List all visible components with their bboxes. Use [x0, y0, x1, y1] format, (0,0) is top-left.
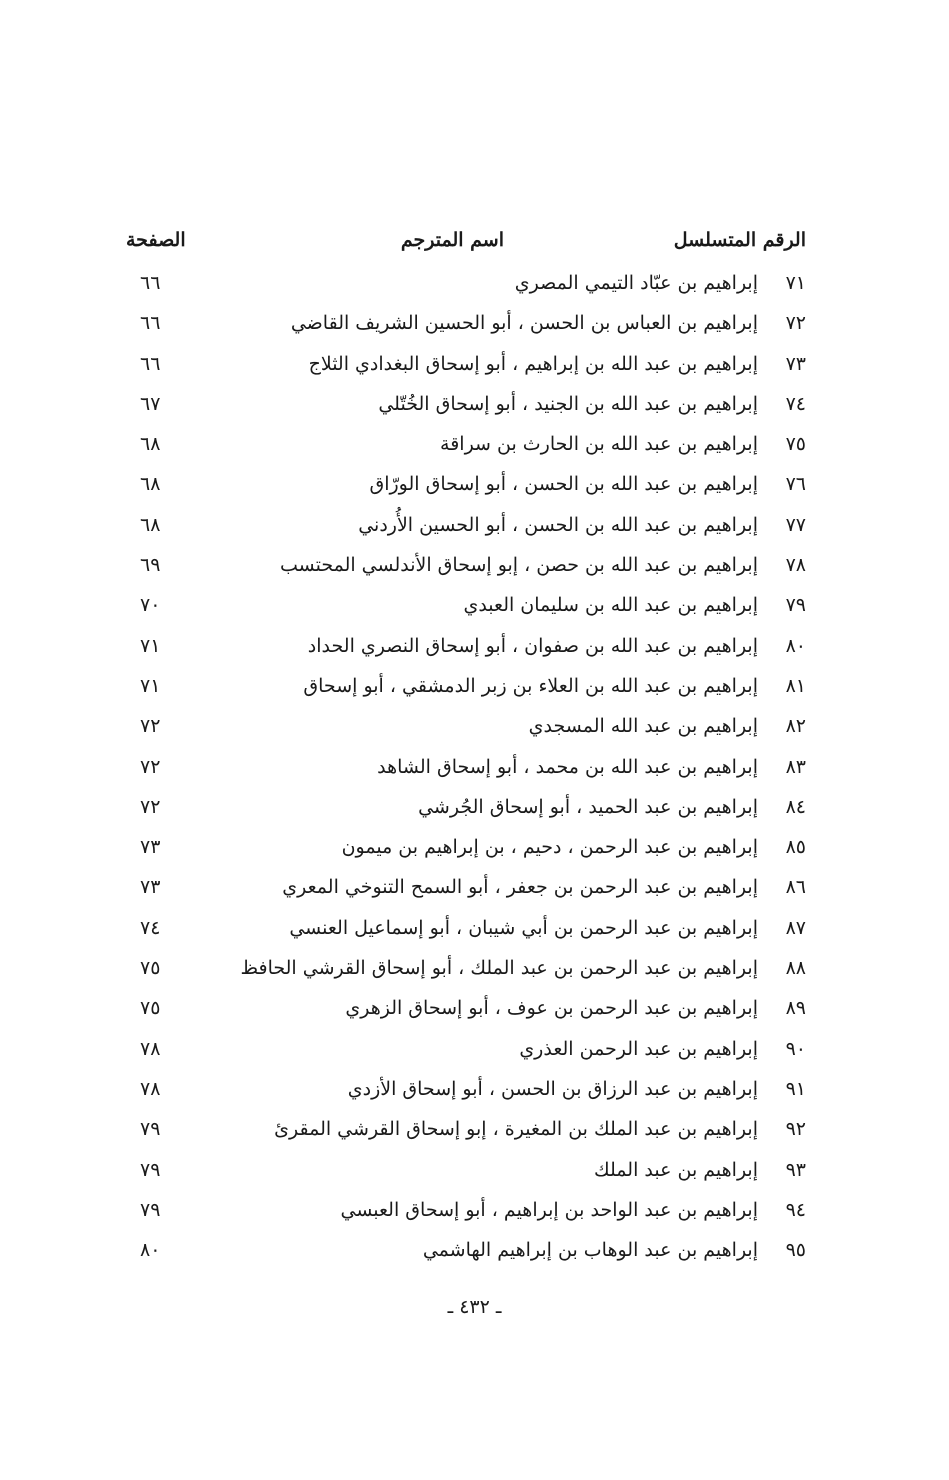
translated-name: إبراهيم بن عبّاد التيمي المصري — [514, 272, 758, 294]
serial-number: ٧٢ — [785, 312, 806, 335]
translated-name: إبراهيم بن عبد الله بن سليمان العبدي — [463, 594, 758, 617]
name-column-header: اسم المترجم — [400, 229, 504, 251]
page-ref: ٦٦ — [140, 312, 161, 335]
table-row — [0, 787, 949, 827]
serial-number: ٩٣ — [785, 1158, 806, 1181]
table-row — [0, 464, 949, 504]
translated-name: إبراهيم بن عبد الله بن العلاء بن زبر الدمشقي ، أبو إسحاق — [303, 674, 758, 697]
page-ref: ٧٩ — [140, 1118, 161, 1141]
page-ref: ٦٩ — [140, 554, 161, 577]
serial-number: ٩١ — [785, 1077, 806, 1100]
table-row — [0, 303, 949, 343]
serial-number: ٧٧ — [785, 513, 806, 536]
page-ref: ٦٧ — [140, 392, 161, 415]
page-ref: ٧٣ — [140, 836, 161, 859]
page-ref: ٧٢ — [140, 795, 161, 818]
serial-number: ٧٣ — [785, 352, 806, 375]
table-row — [0, 706, 949, 746]
table-row — [0, 424, 949, 464]
table-row — [0, 626, 949, 666]
page-ref: ٦٦ — [140, 352, 161, 375]
translated-name: إبراهيم بن عبد الله بن الجنيد ، أبو إسحاق الخُتّلي — [378, 392, 758, 415]
page-ref: ٧٢ — [140, 755, 161, 778]
page-ref: ٧٨ — [140, 1037, 161, 1060]
serial-number: ٨٦ — [785, 876, 806, 899]
translated-name: إبراهيم بن عبد الواحد بن إبراهيم ، أبو إسحاق العبسي — [340, 1198, 758, 1221]
page-number: ـ ٤٣٢ ـ — [447, 1296, 502, 1318]
translated-name: إبراهيم بن عبد الله بن صفوان ، أبو إسحاق النصري الحداد — [307, 634, 758, 657]
table-row — [0, 747, 949, 787]
translated-name: إبراهيم بن عبد الله بن حصن ، إبو إسحاق الأندلسي المحتسب — [279, 554, 758, 577]
table-row — [0, 988, 949, 1028]
serial-number: ٨٤ — [785, 795, 806, 818]
page-ref: ٦٦ — [140, 272, 161, 294]
table-row — [0, 1150, 949, 1190]
serial-number: ٨٣ — [785, 755, 806, 778]
translated-name: إبراهيم بن العباس بن الحسن ، أبو الحسين الشريف القاضي — [290, 312, 758, 335]
translated-name: إبراهيم بن عبد الرحمن بن أبي شيبان ، أبو إسماعيل العنسي — [289, 916, 758, 939]
serial-number: ٩٠ — [785, 1037, 806, 1060]
table-row — [0, 1069, 949, 1109]
translated-name: إبراهيم بن عبد الملك — [594, 1158, 758, 1181]
translated-name: إبراهيم بن عبد الله المسجدي — [528, 715, 758, 738]
translated-name: إبراهيم بن عبد الله بن الحارث بن سراقة — [440, 433, 758, 456]
page-ref: ٧١ — [140, 674, 161, 697]
translated-name: إبراهيم بن عبد الرحمن العذري — [519, 1037, 758, 1060]
serial-number: ٧٨ — [785, 554, 806, 577]
table-row — [0, 1029, 949, 1069]
table-header — [0, 222, 949, 258]
table-row — [0, 908, 949, 948]
translated-name: إبراهيم بن عبد الرحمن بن عوف ، أبو إسحاق الزهري — [345, 997, 758, 1020]
table-row — [0, 384, 949, 424]
serial-number: ٧٩ — [785, 594, 806, 617]
serial-column-header: الرقم المتسلسل — [673, 229, 806, 251]
page-ref: ٦٨ — [140, 473, 161, 496]
entries-list — [0, 263, 949, 1270]
page-ref: ٧٣ — [140, 876, 161, 899]
table-row — [0, 1109, 949, 1149]
table-row — [0, 1190, 949, 1230]
table-row — [0, 585, 949, 625]
translated-name: إبراهيم بن عبد الله بن الحسن ، أبو إسحاق الورّاق — [369, 473, 758, 496]
translated-name: إبراهيم بن عبد الملك بن المغيرة ، إبو إسحاق القرشي المقرئ — [274, 1118, 758, 1141]
serial-number: ٧٤ — [785, 392, 806, 415]
table-row — [0, 867, 949, 907]
page-ref: ٧٠ — [140, 594, 161, 617]
translated-name: إبراهيم بن عبد الله بن محمد ، أبو إسحاق الشاهد — [377, 755, 758, 778]
table-row — [0, 948, 949, 988]
page-ref: ٧٥ — [140, 997, 161, 1020]
serial-number: ٧٥ — [785, 433, 806, 456]
serial-number: ٧٦ — [785, 473, 806, 496]
page-ref: ٧١ — [140, 634, 161, 657]
serial-number: ٨٨ — [785, 957, 806, 980]
page-ref: ٧٩ — [140, 1158, 161, 1181]
page-ref: ٧٢ — [140, 715, 161, 738]
page-ref: ٦٨ — [140, 513, 161, 536]
page-ref: ٦٨ — [140, 433, 161, 456]
translated-name: إبراهيم بن عبد الله بن إبراهيم ، أبو إسحاق البغدادي الثلاج — [308, 352, 758, 375]
serial-number: ٩٢ — [785, 1118, 806, 1141]
serial-number: ٧١ — [785, 272, 806, 294]
table-row — [0, 263, 949, 303]
page-ref: ٧٨ — [140, 1077, 161, 1100]
table-row — [0, 505, 949, 545]
serial-number: ٨٢ — [785, 715, 806, 738]
table-row — [0, 344, 949, 384]
page-ref: ٨٠ — [140, 1239, 161, 1262]
translated-name: إبراهيم بن عبد الله بن الحسن ، أبو الحسين الأُردني — [358, 513, 758, 536]
table-row — [0, 827, 949, 867]
translated-name: إبراهيم بن عبد الرحمن بن جعفر ، أبو السمح التنوخي المعري — [282, 876, 758, 899]
table-row — [0, 1230, 949, 1270]
page-ref: ٧٩ — [140, 1198, 161, 1221]
page-column-header: الصفحة — [126, 229, 186, 251]
serial-number: ٨١ — [785, 674, 806, 697]
translated-name: إبراهيم بن عبد الوهاب بن إبراهيم الهاشمي — [422, 1239, 758, 1262]
serial-number: ٨٧ — [785, 916, 806, 939]
page-ref: ٧٤ — [140, 916, 161, 939]
translated-name: إبراهيم بن عبد الرحمن بن عبد الملك ، أبو إسحاق القرشي الحافظ — [240, 957, 758, 980]
serial-number: ٨٥ — [785, 836, 806, 859]
page-ref: ٧٥ — [140, 957, 161, 980]
serial-number: ٩٥ — [785, 1239, 806, 1262]
translated-name: إبراهيم بن عبد الحميد ، أبو إسحاق الجُرشي — [418, 795, 758, 818]
translated-name: إبراهيم بن عبد الرحمن ، دحيم ، بن إبراهيم بن ميمون — [341, 836, 758, 859]
translated-name: إبراهيم بن عبد الرزاق بن الحسن ، أبو إسحاق الأزدي — [347, 1077, 758, 1100]
serial-number: ٨٩ — [785, 997, 806, 1020]
table-row — [0, 666, 949, 706]
serial-number: ٨٠ — [785, 634, 806, 657]
serial-number: ٩٤ — [785, 1198, 806, 1221]
table-row — [0, 545, 949, 585]
